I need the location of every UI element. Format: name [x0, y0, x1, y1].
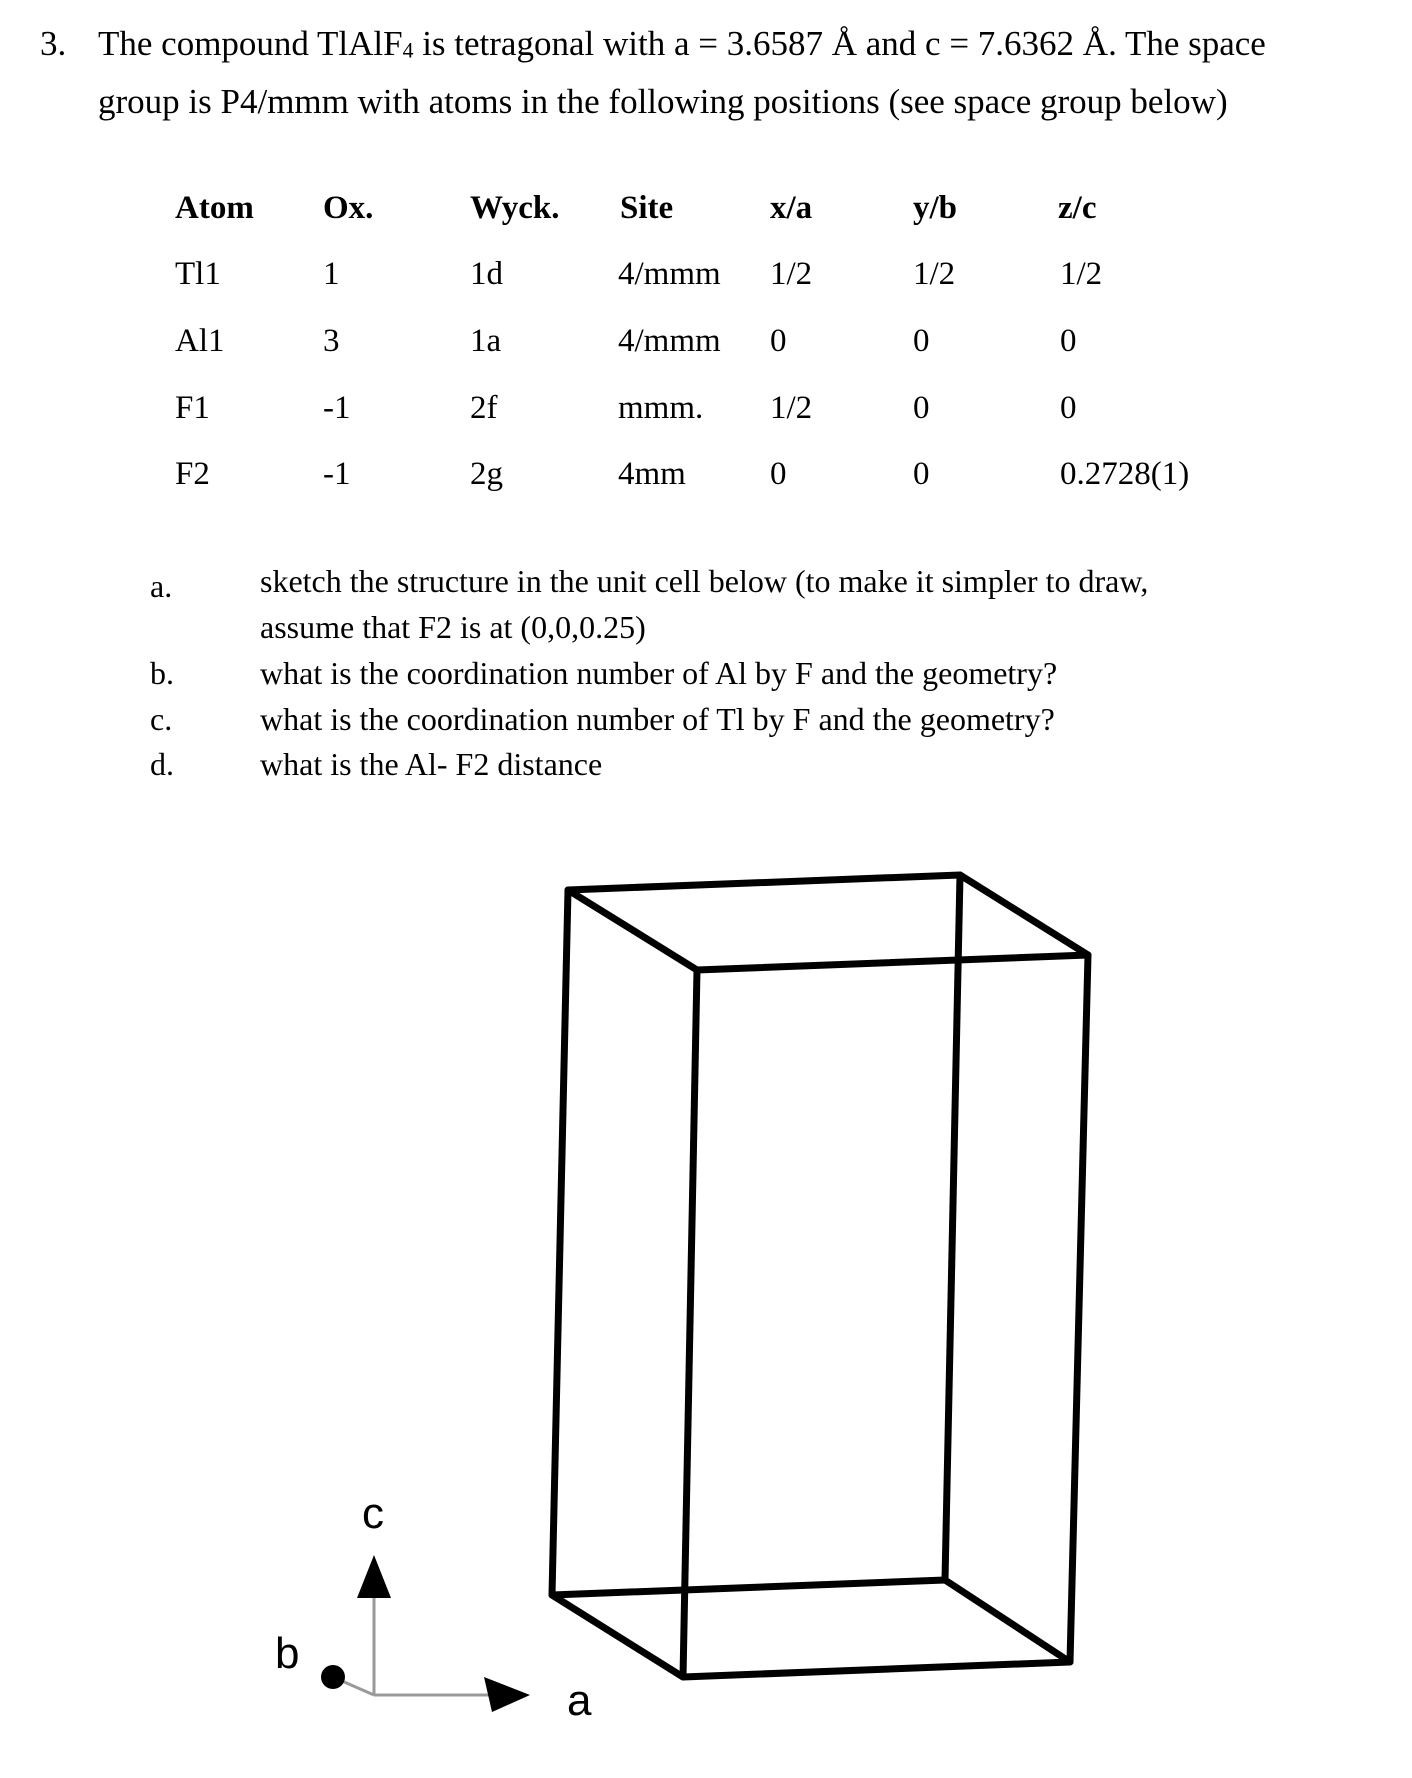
formula-subscript: 4	[402, 38, 414, 63]
problem-statement-line-1	[98, 24, 1266, 64]
question-number: 3.	[40, 24, 67, 63]
table-cell: 1/2	[913, 256, 956, 292]
question-label-a: a.	[150, 568, 173, 604]
table-cell: 0	[913, 456, 930, 492]
table-cell: 0	[1060, 323, 1077, 359]
axis-indicator	[275, 1489, 592, 1725]
table-cell: 4mm	[618, 456, 686, 492]
table-cell: 3	[323, 323, 340, 359]
table-cell: 2g	[470, 456, 503, 492]
question-a-line-1: sketch the structure in the unit cell below (to make it simpler to draw,	[260, 563, 1149, 599]
unit-cell-edge	[1070, 955, 1088, 1662]
table-cell: 0	[770, 456, 787, 492]
table-cell: 0	[1060, 390, 1077, 426]
question-c-text: what is the coordination number of Tl by F and the geometry?	[260, 701, 1055, 737]
b-axis-line	[335, 1678, 374, 1695]
question-a-line-2: assume that F2 is at (0,0,0.25)	[260, 609, 646, 645]
table-cell: 1	[323, 256, 340, 292]
table-cell: 4/mmm	[618, 323, 721, 359]
problem-text-start: The compound TlAlF	[98, 24, 403, 63]
table-cell: 4/mmm	[618, 256, 721, 292]
table-cell: 1/2	[770, 390, 813, 426]
table-cell: 1d	[470, 256, 503, 292]
table-cell: F2	[175, 456, 210, 492]
c-axis-label: c	[362, 1489, 384, 1538]
table-cell: -1	[323, 390, 351, 426]
table-header-z: z/c	[1058, 190, 1097, 226]
table-cell: 1a	[470, 323, 502, 359]
question-b-text: what is the coordination number of Al by F and the geometry?	[260, 655, 1058, 691]
b-axis-dot	[321, 1665, 345, 1689]
table-cell: mmm.	[618, 390, 704, 426]
table-header-ox: Ox.	[323, 190, 374, 226]
table-cell: 0	[913, 323, 930, 359]
unit-cell-top-face	[568, 875, 1088, 970]
table-cell: 1/2	[770, 256, 813, 292]
table-header-wyck: Wyck.	[470, 190, 560, 226]
unit-cell-bottom-face	[552, 1580, 1070, 1677]
table-cell: -1	[323, 456, 351, 492]
table-cell: 2f	[470, 390, 498, 426]
table-cell: 1/2	[1060, 256, 1103, 292]
table-header-y: y/b	[913, 190, 958, 226]
table-cell: Tl1	[175, 256, 221, 292]
question-label-d: d.	[150, 746, 174, 782]
table-cell: 0	[770, 323, 787, 359]
c-axis-arrowhead	[357, 1555, 391, 1598]
unit-cell-edge	[945, 875, 960, 1580]
table-cell: 0.2728(1)	[1060, 456, 1190, 492]
question-label-c: c.	[150, 701, 173, 737]
table-header-x: x/a	[770, 190, 813, 226]
problem-text-end: is tetragonal with a = 3.6587 Å and c = 7.6362 Å. The space	[413, 24, 1266, 63]
problem-statement-line-2: group is P4/mmm with atoms in the following positions (see space group below)	[98, 82, 1228, 121]
a-axis-arrowhead	[484, 1677, 530, 1712]
table-cell: 0	[913, 390, 930, 426]
table-cell: F1	[175, 390, 210, 426]
unit-cell-edge	[552, 890, 568, 1595]
a-axis-label: a	[567, 1676, 592, 1725]
table-header-atom: Atom	[175, 190, 254, 226]
unit-cell-edge	[683, 970, 697, 1677]
table-cell: Al1	[175, 323, 225, 359]
question-label-b: b.	[150, 655, 174, 691]
b-axis-label: b	[275, 1629, 300, 1678]
table-header-site: Site	[620, 190, 674, 226]
question-d-text: what is the Al- F2 distance	[260, 746, 603, 782]
